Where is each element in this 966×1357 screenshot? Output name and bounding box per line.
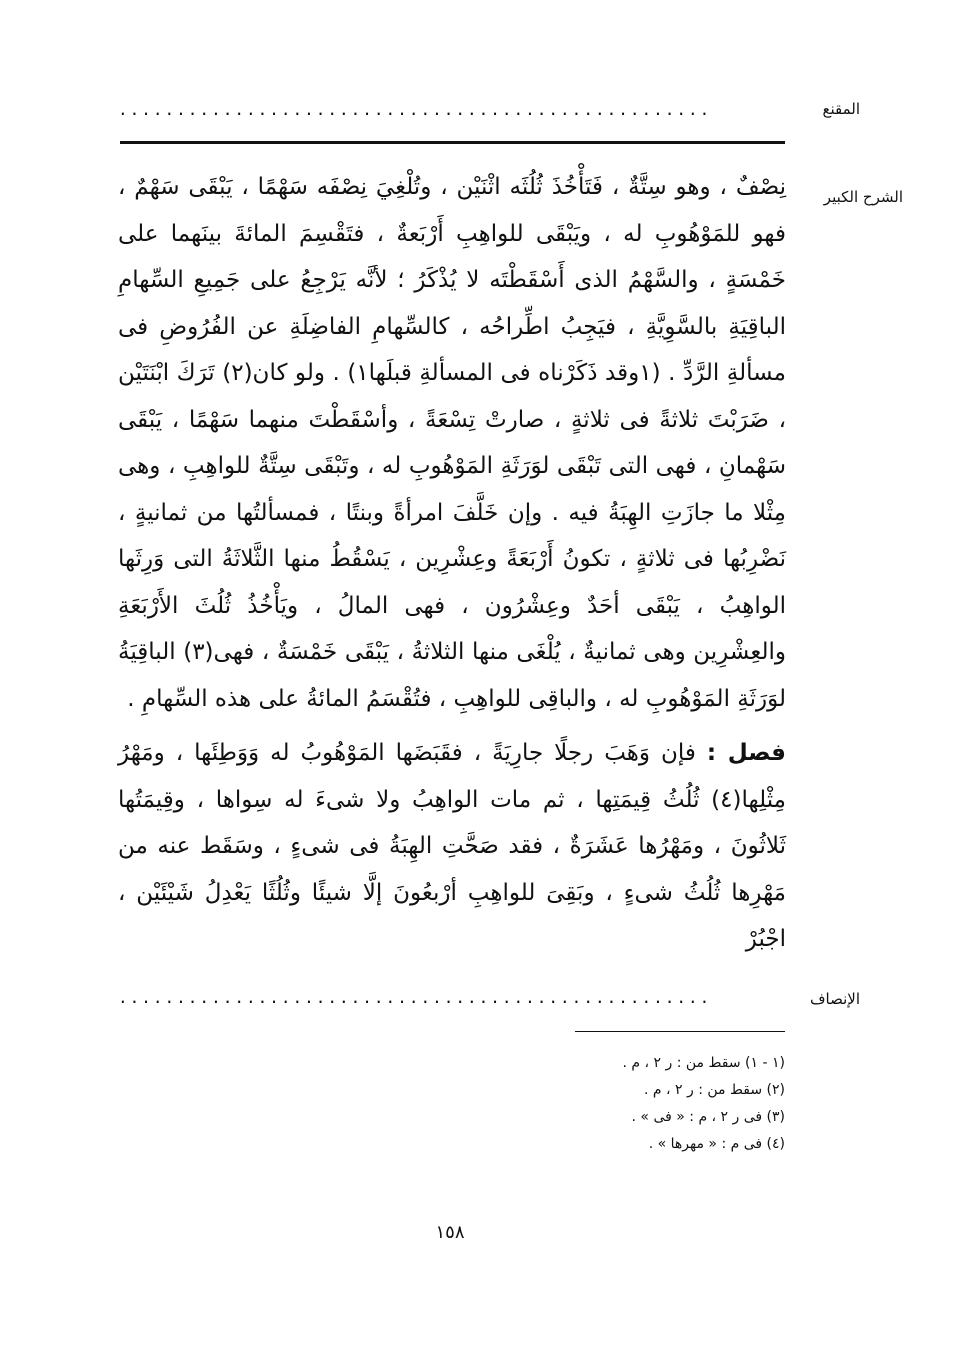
footnote-1: (١ - ١) سقط من : ر ٢ ، م . bbox=[622, 1055, 785, 1071]
header-dotted-line: ................................................... bbox=[118, 100, 712, 119]
header-book-title: المقنع bbox=[822, 100, 860, 118]
paragraph-1: نِصْفٌ ، وهو سِتَّةٌ ، فَتَأْخُذَ ثُلُثَه اثْنَيْن ، وتُلْغِيَ نِصْفَه سَهْمًا ، يَبْقَى سَهْمٌ ، فهو للمَوْهُوبِ له ، ويَبْقَى للواهِبِ أَرْبَعةٌ ، فتَقْسِمَ المائةَ بينَهما على خَمْسَةٍ ، والسَّهْمُ الذى أَسْقَطْتَه لا يُذْكَرُ ؛ لأنَّه يَرْجِعُ على جَمِيعِ السِّهامِ الباقِيَةِ بالسَّوِيَّةِ ، فيَجِبُ اطِّراحُه ، كالسِّهامِ الفاضِلَةِ عن الفُرُوضِ فى مسألةِ الرَّدِّ . (١وقد ذَكَرْناه فى المسألةِ قبلَها١) . ولو كان(٢) تَرَكَ ابْنَتَيْن ، ضَرَبْتَ ثلاثةً فى ثلاثةٍ ، صارتْ تِسْعَةً ، وأسْقَطْتَ منهما سَهْمًا ، يَبْقَى سَهْمانِ ، فهى التى تَبْقَى لوَرَثَةِ المَوْهُوبِ له ، وتَبْقَى سِتَّةٌ للواهِبِ ، وهى مِثْلا ما جازَتِ الهِبَةُ فيه . وإن خَلَّفَ امرأةً وبنتًا ، فمسألتُها من ثمانيةٍ ، نَضْرِبُها فى ثلاثةٍ ، تكونُ أَرْبَعَةً وعِشْرِين ، يَسْقُطُ منها الثَّلاثَةُ التى وَرِثَها الواهِبُ ، يَبْقَى أحَدٌ وعِشْرُون ، فهى المالُ ، ويَأْخُذُ ثُلُثَ الأَرْبَعَةِ والعِشْرِين وهى ثمانيةٌ ، يُلْغَى منها الثلاثةُ ، يَبْقَى خَمْسَةٌ ، فهى(٣) الباقِيَةُ لوَرَثَةِ المَوْهُوبِ له ، والباقِى للواهِبِ ، فتُقْسَمُ المائةُ على هذه السِّهامِ . bbox=[118, 174, 786, 712]
page-number: ١٥٨ bbox=[435, 1222, 465, 1243]
paragraph-2 bbox=[118, 730, 786, 963]
footer-insaf-label: الإنصاف bbox=[809, 990, 860, 1008]
paragraph-2-text: فإن وَهَبَ رجلًا جارِيَةً ، فقَبَضَها المَوْهُوبُ له وَوَطِئَها ، ومَهْرُ مِثْلِها(٤) ثُلُثُ قِيمَتِها ، ثم مات الواهِبُ ولا شىءَ له سِواها ، وقِيمَتُها ثَلاثُونَ ، ومَهْرُها عَشَرَةٌ ، فقد صَحَّتِ الهِبَةُ فى شىءٍ ، وسَقَط عنه من مَهْرِها ثُلُثُ شىءٍ ، وبَقِىَ للواهِبِ أرْبعُونَ إلَّا شيئًا وثُلُثًا يَعْدِلُ شَيْئَيْن ، اجْبُرْ bbox=[118, 740, 786, 952]
footnotes bbox=[470, 1050, 785, 1158]
footer-dotted-line: ................................................... bbox=[118, 988, 712, 1007]
footnote-2: (٢) سقط من : ر ٢ ، م . bbox=[644, 1082, 785, 1098]
footnote-3: (٣) فى ر ٢ ، م : « فى » . bbox=[631, 1109, 785, 1125]
main-text-block bbox=[118, 164, 786, 963]
footnote-separator bbox=[575, 1031, 785, 1032]
fasl-heading: فصل : bbox=[706, 740, 786, 766]
footnote-4: (٤) فى م : « مهرها » . bbox=[648, 1136, 785, 1152]
header-rule bbox=[120, 141, 785, 144]
margin-label-sharh: الشرح الكبير bbox=[823, 188, 903, 206]
